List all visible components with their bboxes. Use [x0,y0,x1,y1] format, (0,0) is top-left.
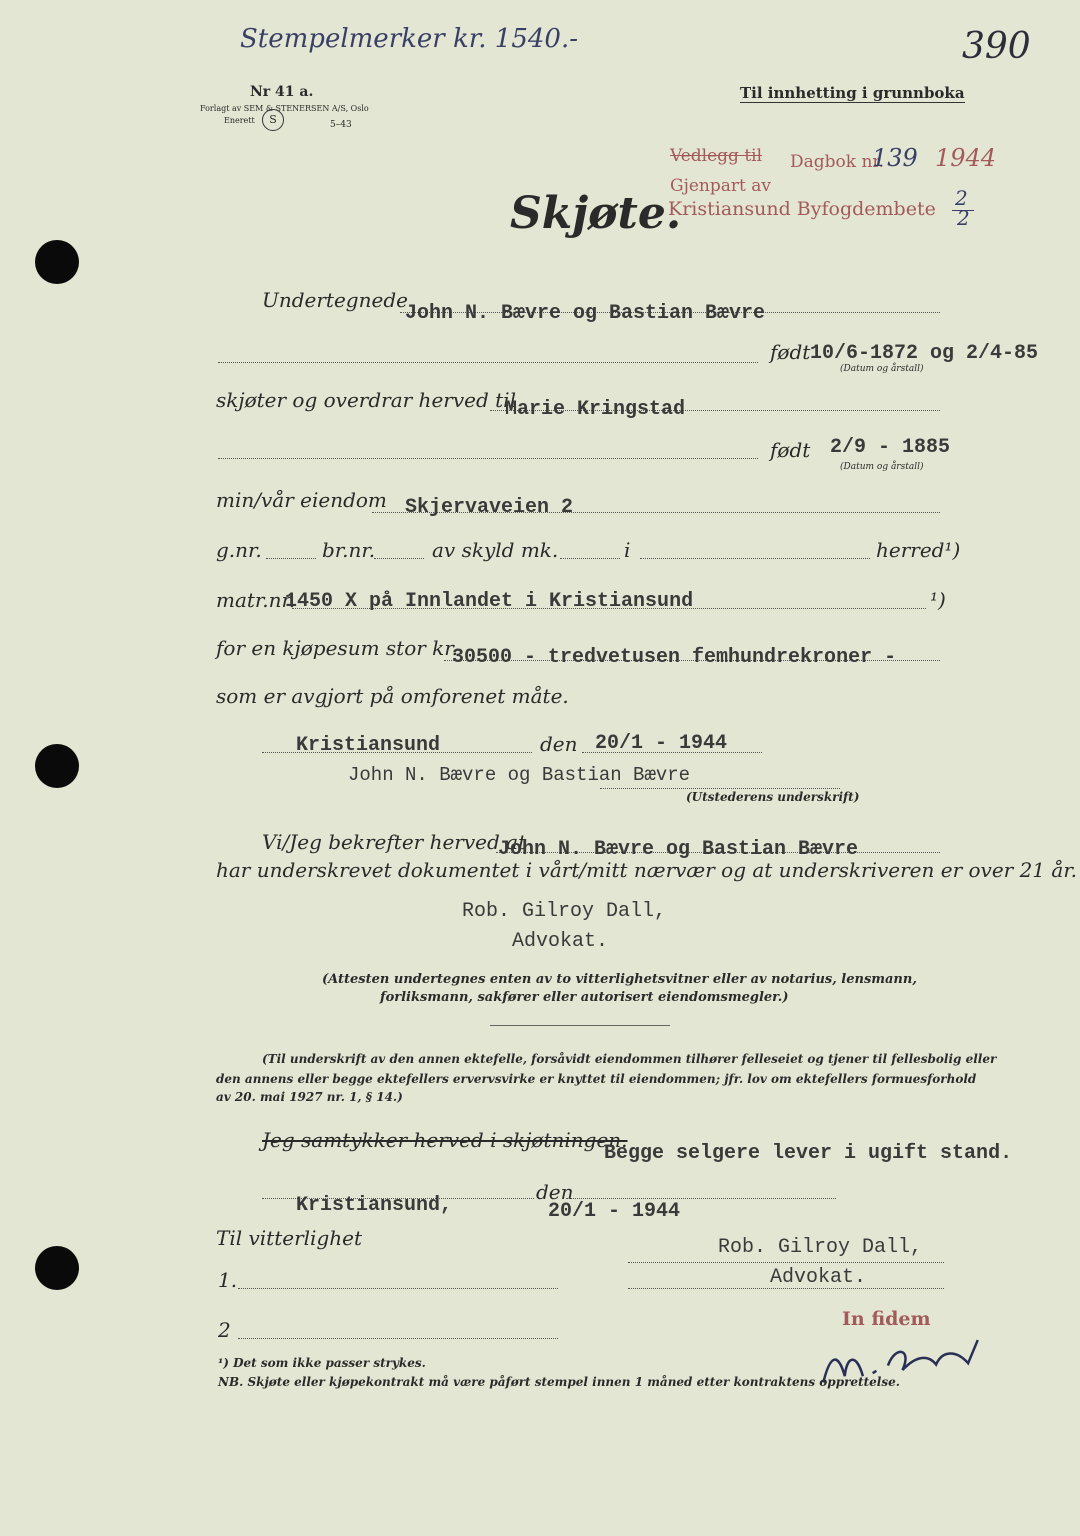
witness-1-line [238,1288,558,1289]
margin-note: Stempelmerker kr. 1540.- [240,24,579,54]
den-label-1: den [540,732,578,756]
gnr-line [266,558,316,559]
undertegnede-value: John N. Bævre og Bastian Bævre [405,302,766,325]
herred-label: herred¹) [876,538,961,562]
issuer-line [600,788,840,789]
brnr-line [374,558,424,559]
stamp-gjenpart: Gjenpart av [670,176,771,196]
issuer-caption: (Utstederens underskrift) [686,790,860,804]
fodt-value-1: 10/6-1872 og 2/4-85 [810,342,1039,365]
witness-1-label: 1. [218,1268,238,1292]
matr-value: 1450 X på Innlandet i Kristiansund [285,590,694,613]
publisher-line: Forlagt av SEM & STENERSEN A/S, Oslo [200,104,369,113]
in-fidem-signature [816,1331,990,1399]
stamp-fraction-top: 2 [955,186,968,210]
issuer-signature: John N. Bævre og Bastian Bævre [348,764,691,786]
attest-note-1: (Attesten undertegnes enten av to vitterlighetsvitner eller av notarius, lensmann, [322,972,917,987]
fodt-value-2: 2/9 - 1885 [830,436,951,459]
kjopesum-value: 30500 - tredvetusen femhundrekroner - [452,646,897,669]
document-title: Skjøte. [510,188,682,239]
samtykker-value: Begge selgere lever i ugift stand. [604,1142,1013,1165]
lawyer-line-2b [628,1288,944,1289]
stamp-office: Kristiansund Byfogdembete [668,198,936,220]
matr-label: matr.nr. [216,588,296,612]
gnr-label: g.nr. [216,538,262,562]
separator-line [490,1025,670,1026]
datum-hint-1: (Datum og årstall) [840,364,924,374]
matr-end: ¹) [930,588,946,612]
publisher-logo: S [262,109,284,131]
footnote-1: ¹) Det som ikke passer strykes. [218,1356,426,1370]
page-number: 390 [962,26,1031,67]
brnr-label: br.nr. [322,538,376,562]
place2-value: Kristiansund, [296,1194,453,1217]
spouse-note-3: av 20. mai 1927 nr. 1, § 14.) [216,1090,403,1104]
punch-hole-middle [35,744,79,788]
witness-2-label: 2 [218,1318,231,1342]
bekrefter-prefix: Vi/Jeg bekrefter herved at [262,830,527,854]
eiendom-value: Skjervaveien 2 [405,496,574,519]
vitterlighet-label: Til vitterlighet [216,1226,363,1250]
lawyer-title-2: Advokat. [770,1266,867,1289]
undertegnede-label: Undertegnede [262,288,408,312]
date2-line [566,1198,836,1199]
underskrevet-text: har underskrevet dokumentet i vårt/mitt nærvær og at underskriveren er over 21 år. [216,858,1078,882]
place1-value: Kristiansund [296,734,441,757]
fodt-label-1: født [770,340,811,364]
stamp-year: 1944 [935,144,997,172]
skyld-label: av skyld mk. [432,538,559,562]
footnote-2: NB. Skjøte eller kjøpekontrakt må være påført stempel innen 1 måned etter kontraktens opprettelse. [218,1375,900,1389]
lawyer-name-1: Rob. Gilroy Dall, [462,900,667,923]
publisher-date: 5–43 [330,120,352,130]
samtykker-struck: Jeg samtykker herved i skjøtningen. [262,1128,628,1152]
stamp-vedlegg: Vedlegg til [670,146,763,166]
eiendom-label: min/vår eiendom [216,488,387,512]
avgjort-text: som er avgjort på omforenet måte. [216,684,569,708]
skjoter-label: skjøter og overdrar herved til [216,388,516,412]
date1-value: 20/1 - 1944 [595,732,728,755]
fodt-label-2: født [770,438,811,462]
datum-hint-2: (Datum og årstall) [840,462,924,472]
punch-hole-bottom [35,1246,79,1290]
i-label: i [624,538,631,562]
lawyer-name-2: Rob. Gilroy Dall, [718,1236,923,1259]
witness-2-line [238,1338,558,1339]
form-number: Nr 41 a. [250,84,314,100]
undertegnede-line-2 [218,362,758,363]
lawyer-line-2a [628,1262,944,1263]
registry-note: Til innhetting i grunnboka [740,84,965,102]
publisher-enerett: Enerett [224,116,255,125]
date2-value: 20/1 - 1944 [548,1200,681,1223]
stamp-dagbok-number: 139 [872,144,918,172]
stamp-dagbok-label: Dagbok nr. [790,152,885,172]
skjoter-value: Marie Kringstad [505,398,686,421]
spouse-note-2: den annens eller begge ektefellers ervervsvirke er knyttet til eiendommen; jfr. lov om ektefellers formuesforhold [216,1072,977,1086]
i-line [640,558,870,559]
lawyer-title-1: Advokat. [512,930,609,953]
bekrefter-value: John N. Bævre og Bastian Bævre [498,838,859,861]
spouse-note-1: (Til underskrift av den annen ektefelle, forsåvidt eiendommen tilhører felleseiet og tjener til fellesbolig eller [262,1052,997,1066]
in-fidem-stamp: In fidem [842,1308,931,1330]
kjopesum-label: for en kjøpesum stor kr. [216,636,459,660]
skyld-line [560,558,620,559]
punch-hole-top [35,240,79,284]
den-label-2: den [536,1180,574,1204]
attest-note-2: forliksmann, sakfører eller autorisert eiendomsmegler.) [380,990,789,1005]
skjoter-line-2 [218,458,758,459]
stamp-fraction-bottom: 2 [957,206,970,230]
